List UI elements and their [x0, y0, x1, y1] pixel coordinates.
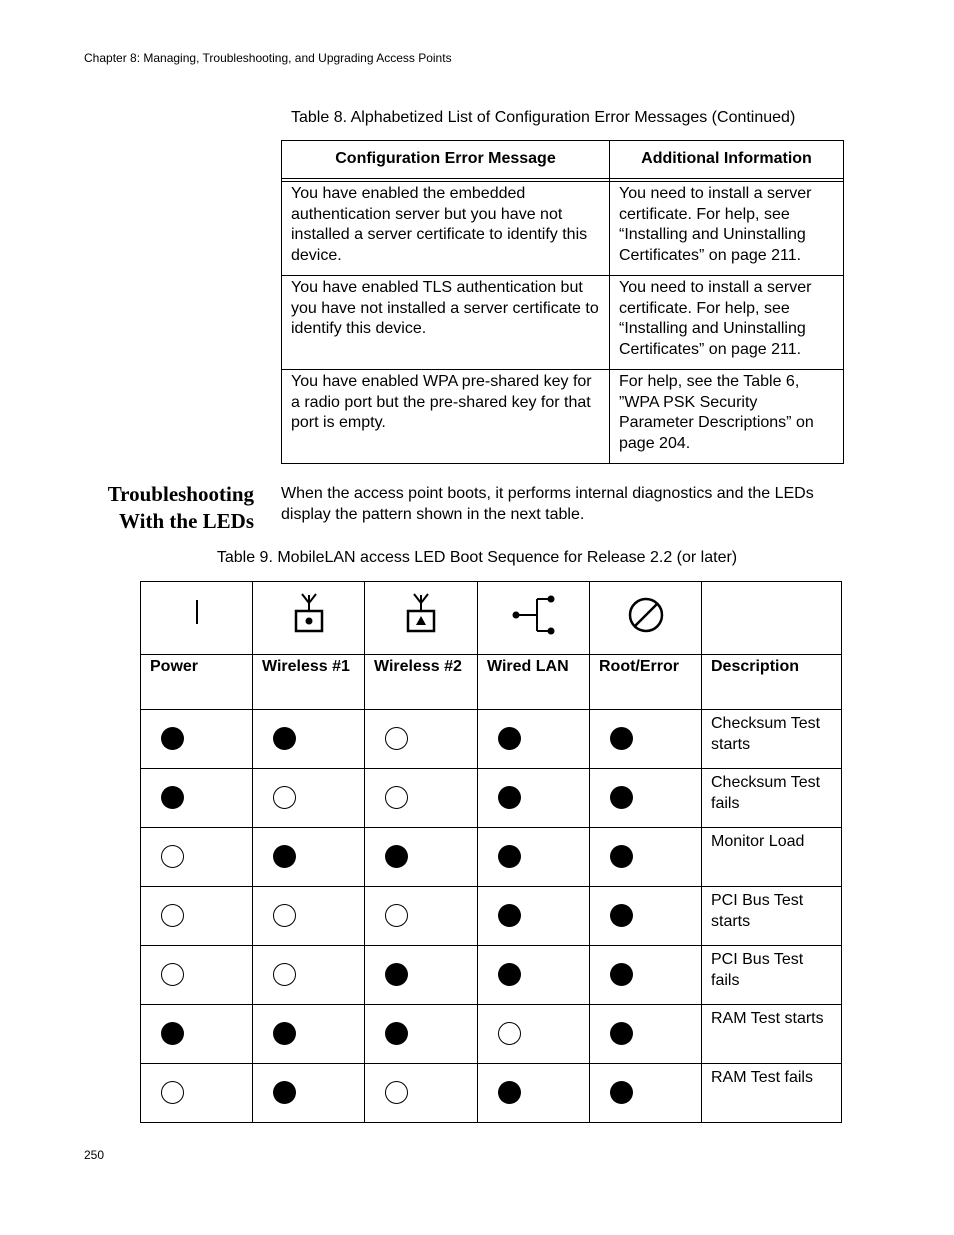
- led-off-indicator: [385, 904, 408, 927]
- led-on-indicator: [610, 963, 633, 986]
- led-on-indicator: [610, 1022, 633, 1045]
- led-off-indicator: [385, 1081, 408, 1104]
- table-row: [141, 1005, 842, 1064]
- led-on-indicator: [610, 1081, 633, 1104]
- table-row: [141, 887, 842, 946]
- table-row: [141, 769, 842, 828]
- config-error-table: [281, 140, 844, 464]
- led-on-indicator: [610, 904, 633, 927]
- error-message-cell: You have enabled TLS authentication but you have not installed a server certificate to identify this device.: [282, 276, 610, 370]
- column-header: Description: [702, 655, 842, 710]
- running-header: Chapter 8: Managing, Troubleshooting, and Upgrading Access Points: [84, 51, 452, 65]
- wired-lan-icon: [510, 593, 558, 637]
- section-heading: Troubleshooting With the LEDs: [107, 482, 254, 533]
- column-header: Wired LAN: [478, 655, 590, 710]
- column-header: Wireless #2: [365, 655, 478, 710]
- led-on-indicator: [498, 727, 521, 750]
- description-cell: Monitor Load: [702, 828, 842, 887]
- root-error-icon: [626, 595, 666, 635]
- led-on-indicator: [610, 845, 633, 868]
- led-off-indicator: [273, 963, 296, 986]
- error-message-cell: You have enabled WPA pre-shared key for a radio port but the pre-shared key for that port is empty.: [282, 370, 610, 464]
- led-on-indicator: [273, 1081, 296, 1104]
- column-header: Additional Information: [610, 141, 844, 179]
- wireless-2-icon: [401, 591, 441, 639]
- led-on-indicator: [161, 786, 184, 809]
- led-on-indicator: [273, 845, 296, 868]
- led-off-indicator: [273, 786, 296, 809]
- error-message-cell: You have enabled the embedded authentication server but you have not installed a server certificate to identify this device.: [282, 182, 610, 276]
- led-on-indicator: [498, 963, 521, 986]
- description-cell: RAM Test starts: [702, 1005, 842, 1064]
- table-row: [141, 710, 842, 769]
- led-on-indicator: [498, 1081, 521, 1104]
- description-cell: Checksum Test fails: [702, 769, 842, 828]
- section-body: When the access point boots, it performs internal diagnostics and the LEDs display the pattern shown in the next table.: [281, 485, 814, 523]
- power-icon: [177, 595, 217, 635]
- table-row: [282, 182, 844, 276]
- led-on-indicator: [498, 786, 521, 809]
- column-header: Configuration Error Message: [282, 141, 610, 179]
- table-header-row: [141, 655, 842, 710]
- table-row: [141, 946, 842, 1005]
- info-cell: For help, see the Table 6, ”WPA PSK Security Parameter Descriptions” on page 204.: [610, 370, 844, 464]
- column-header: Power: [141, 655, 253, 710]
- table8-caption: Table 8. Alphabetized List of Configuration Error Messages (Continued): [291, 109, 796, 126]
- column-header: Wireless #1: [253, 655, 365, 710]
- description-cell: Checksum Test starts: [702, 710, 842, 769]
- page-number: 250: [84, 1148, 105, 1162]
- column-header: Root/Error: [590, 655, 702, 710]
- info-cell: You need to install a server certificate. For help, see “Installing and Uninstalling Certificates” on page 211.: [610, 182, 844, 276]
- info-cell: You need to install a server certificate. For help, see “Installing and Uninstalling Certificates” on page 211.: [610, 276, 844, 370]
- description-cell: RAM Test fails: [702, 1064, 842, 1123]
- led-on-indicator: [610, 727, 633, 750]
- table-row: [282, 370, 844, 464]
- table-row: [141, 828, 842, 887]
- led-on-indicator: [498, 845, 521, 868]
- table-row: [141, 1064, 842, 1123]
- led-off-indicator: [385, 786, 408, 809]
- led-off-indicator: [498, 1022, 521, 1045]
- description-cell: PCI Bus Test starts: [702, 887, 842, 946]
- table9-caption: Table 9. MobileLAN access LED Boot Sequence for Release 2.2 (or later): [216, 549, 738, 566]
- led-on-indicator: [273, 1022, 296, 1045]
- led-off-indicator: [385, 727, 408, 750]
- icon-row: [141, 582, 842, 655]
- led-off-indicator: [161, 904, 184, 927]
- led-off-indicator: [161, 845, 184, 868]
- led-off-indicator: [161, 963, 184, 986]
- led-on-indicator: [161, 1022, 184, 1045]
- led-off-indicator: [273, 904, 296, 927]
- led-boot-sequence-table: [140, 581, 842, 1123]
- description-cell: PCI Bus Test fails: [702, 946, 842, 1005]
- led-off-indicator: [161, 1081, 184, 1104]
- led-on-indicator: [498, 904, 521, 927]
- table-row: [282, 276, 844, 370]
- table-header-row: [282, 141, 844, 179]
- led-on-indicator: [610, 786, 633, 809]
- led-on-indicator: [385, 845, 408, 868]
- led-on-indicator: [385, 1022, 408, 1045]
- led-on-indicator: [273, 727, 296, 750]
- wireless-1-icon: [289, 591, 329, 639]
- led-on-indicator: [385, 963, 408, 986]
- led-on-indicator: [161, 727, 184, 750]
